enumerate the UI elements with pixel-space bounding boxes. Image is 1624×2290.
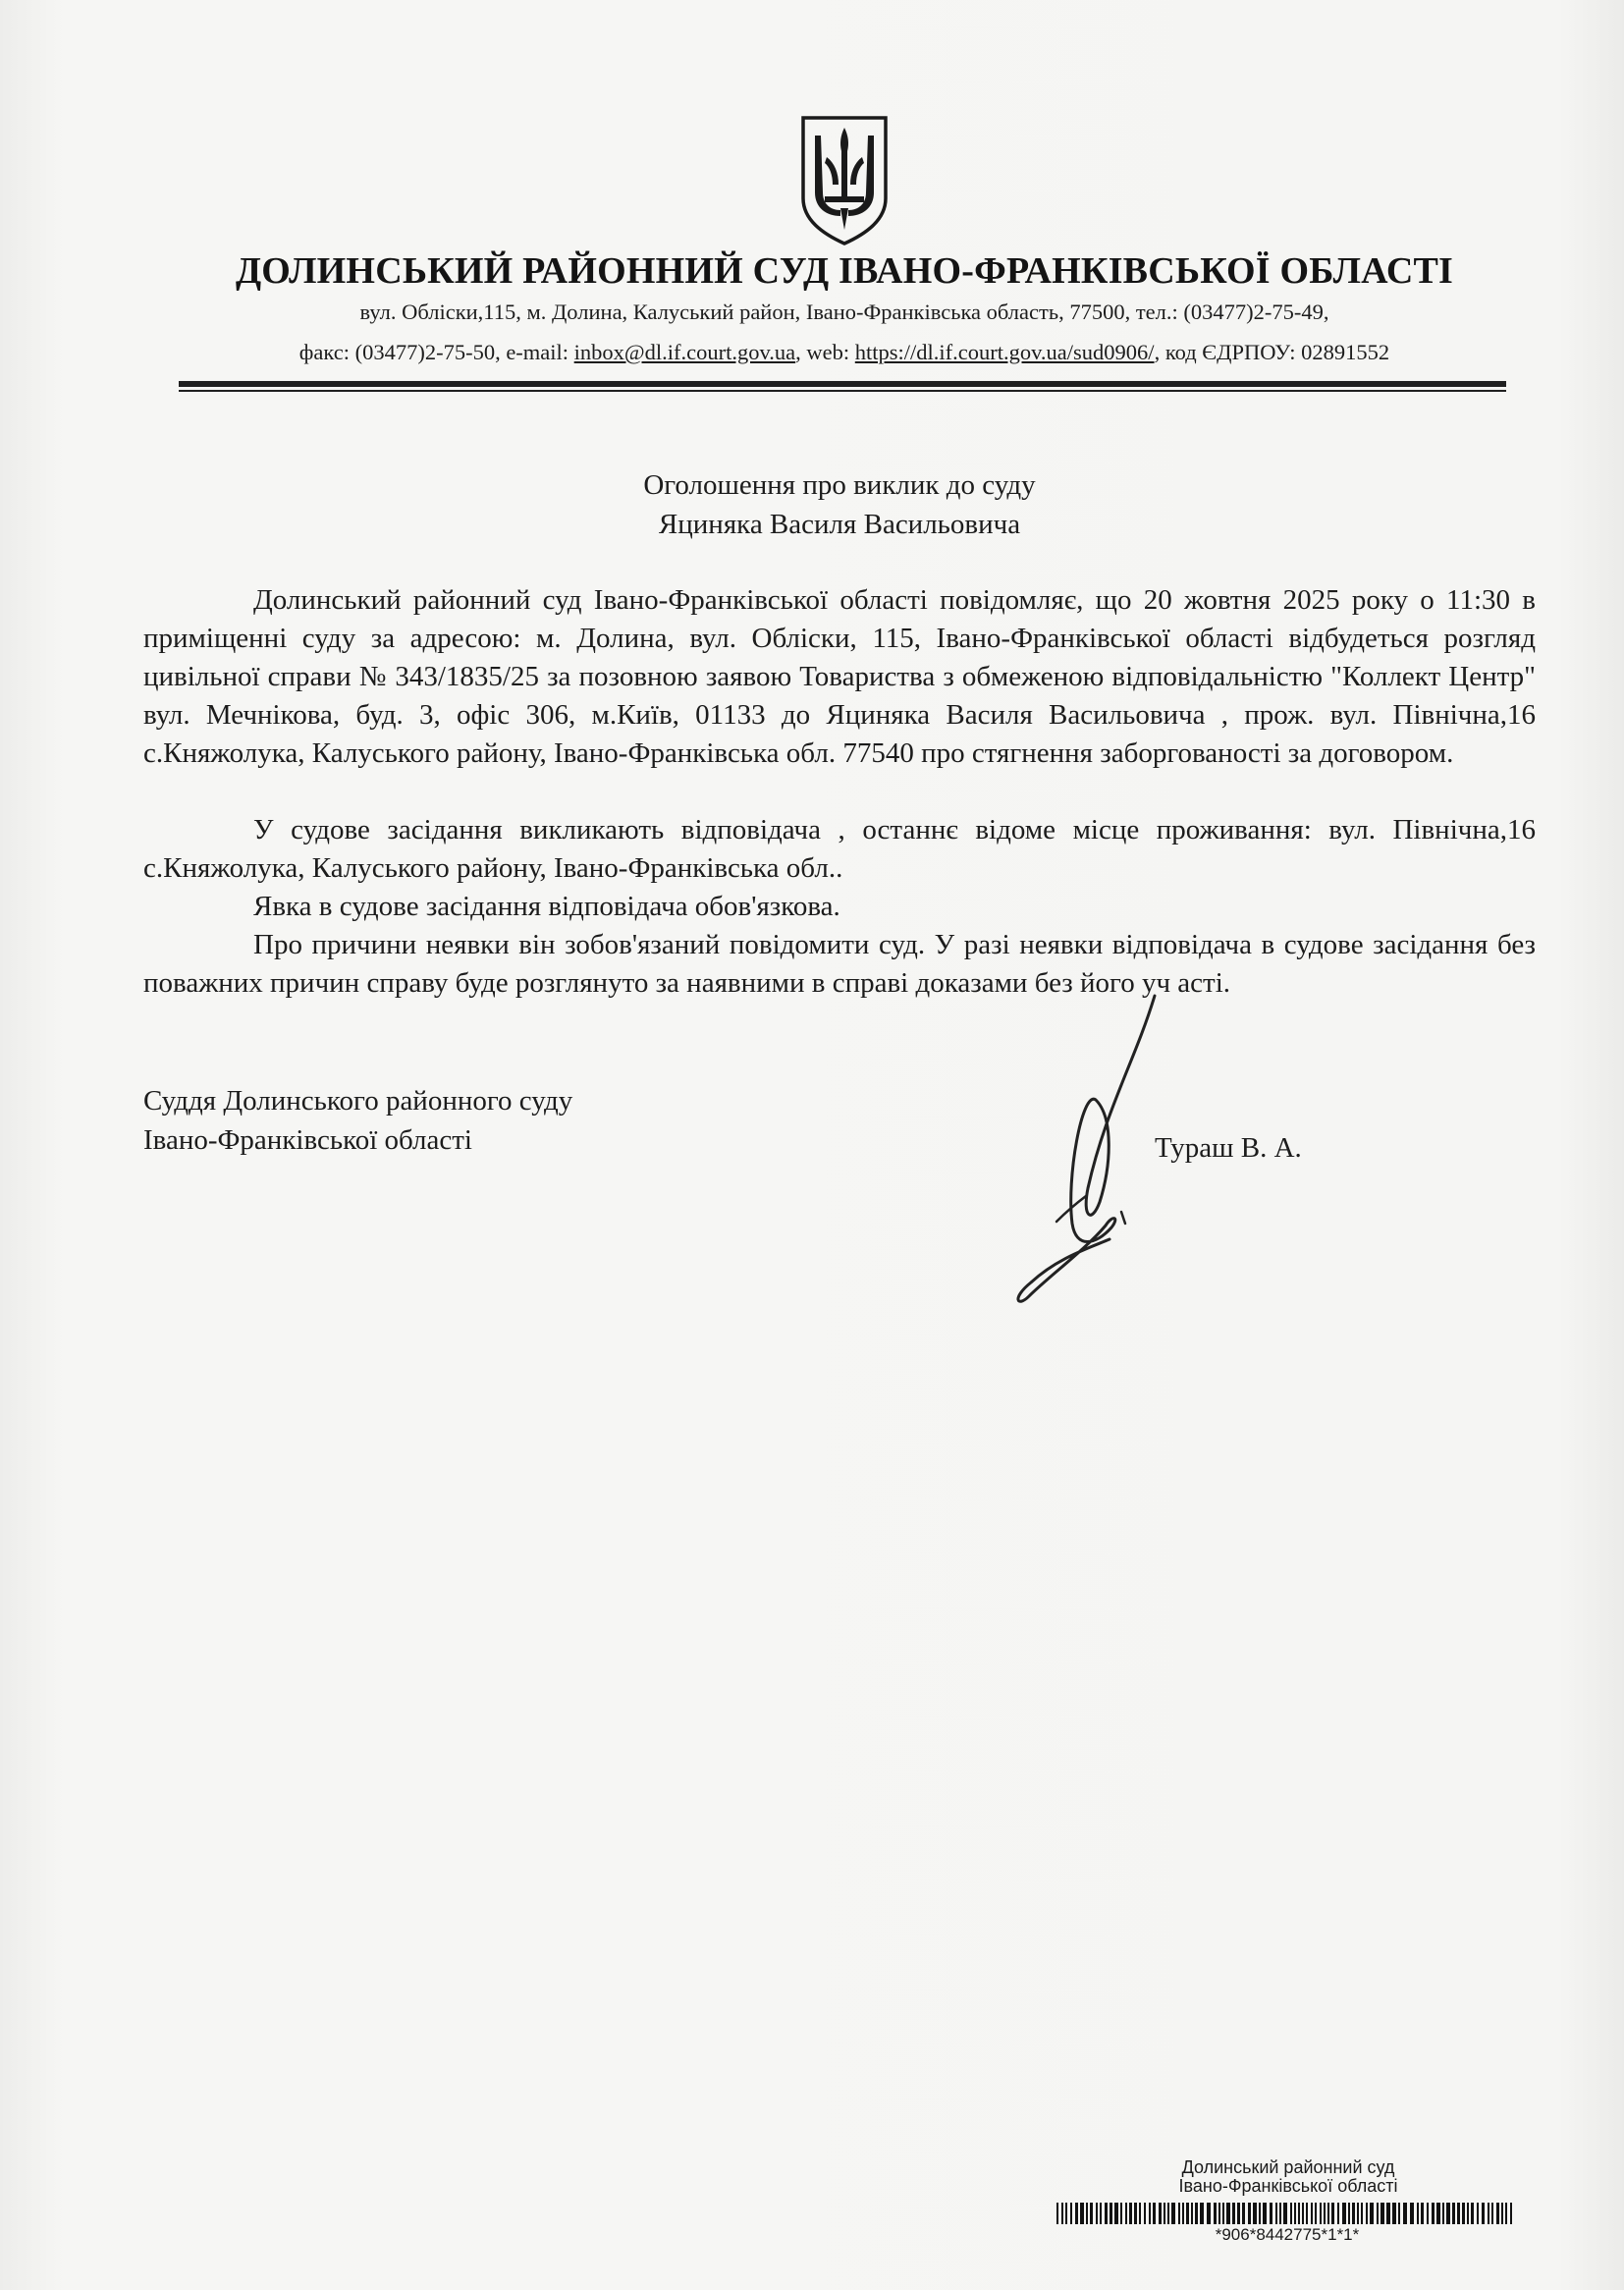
- judge-role-line: Івано-Франківської області: [143, 1124, 472, 1156]
- judge-role-line: Суддя Долинського районного суду: [143, 1085, 573, 1117]
- notice-paragraph-absence: [143, 926, 1536, 1003]
- header-divider-thick: [179, 381, 1506, 387]
- barcode-number: *906*8442775*1*1*: [1215, 2225, 1360, 2244]
- header-divider-thin: [179, 390, 1506, 392]
- paragraph-text: Долинський районний суд Івано-Франківської області повідомляє, що 20 жовтня 2025 року о 11:30 в приміщенні суду за адресою: м. Долина, вул. Обліски, 115, Івано-Франківської області відбудеться розгляд цивільної справи № 343/1835/25 за позовною заявою Товариства з обмеженою відповідальністю "Коллект Центр" вул. Мечнікова, буд. 3, офіс 306, м.Київ, 01133 до Яциняка Василя Васильовича , прож. вул. Північна,16 с.Княжолука, Калуського району, Івано-Франківська обл. 77540 про стягнення заборгованості за договором.: [143, 584, 1536, 769]
- fax-label: факс: (03477)2-75-50, e-mail:: [298, 340, 574, 364]
- web-label: , web:: [795, 340, 855, 364]
- court-address: вул. Обліски,115, м. Долина, Калуський район, Івано-Франківська область, 77500, тел.: (03477)2-75-49,: [359, 300, 1329, 324]
- paragraph-text: У судове засідання викликають відповідача , останнє відоме місце проживання: вул. Північна,16 с.Княжолука, Калуського району, Івано-Франківська обл..: [143, 814, 1536, 884]
- registry-stamp: [1053, 2158, 1524, 2196]
- paragraph-text: Про причини неявки він зобов'язаний повідомити суд. У разі неявки відповідача в судове засідання без поважних причин справу буде розглянуто за наявними в справі доказами без його уч асті.: [143, 929, 1536, 999]
- judge-role: [143, 1081, 572, 1160]
- notice-paragraph-hearing: [143, 581, 1536, 773]
- edrpou-code: , код ЄДРПОУ: 02891552: [1154, 340, 1390, 364]
- stamp-line: Долинський районний суд: [1181, 2157, 1395, 2177]
- website-link[interactable]: https://dl.if.court.gov.ua/sud0906/: [854, 340, 1155, 364]
- trident-emblem-icon: [797, 114, 892, 247]
- notice-title: Оголошення про виклик до суду: [643, 469, 1036, 501]
- notice-paragraph-summons: [143, 811, 1536, 888]
- court-contacts: [0, 340, 1624, 365]
- barcode-icon: [1056, 2203, 1518, 2224]
- court-name-heading: ДОЛИНСЬКИЙ РАЙОННИЙ СУД ІВАНО-ФРАНКІВСЬКОЇ ОБЛАСТІ: [235, 250, 1454, 292]
- paragraph-text: Явка в судове засідання відповідача обов'язкова.: [253, 891, 840, 922]
- notice-subject-name: Яциняка Василя Васильовича: [658, 509, 1021, 540]
- stamp-line: Івано-Франківської області: [1178, 2176, 1398, 2196]
- judge-name: Тураш В. А.: [1155, 1132, 1302, 1164]
- notice-paragraph-attendance: [143, 888, 1536, 926]
- email-link[interactable]: inbox@dl.if.court.gov.ua: [573, 340, 796, 364]
